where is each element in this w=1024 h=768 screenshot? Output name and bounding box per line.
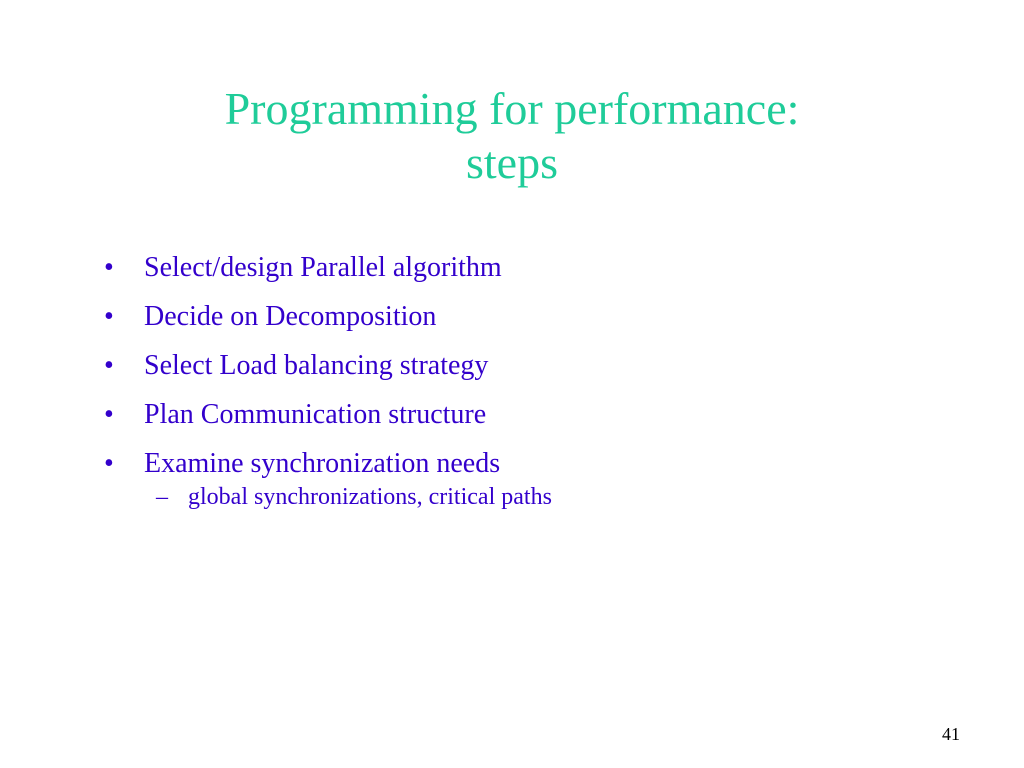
slide-title <box>0 82 1024 190</box>
bullet-icon: • <box>104 301 114 332</box>
bullet-icon: • <box>104 252 114 283</box>
slide-title-line-1: Programming for performance: <box>224 83 800 134</box>
bullet-icon: • <box>104 350 114 381</box>
bullet-item-1 <box>104 252 552 284</box>
bullet-icon: • <box>104 399 114 430</box>
bullet-list <box>104 252 552 511</box>
bullet-item-2 <box>104 301 552 333</box>
page-number: 41 <box>942 724 960 744</box>
bullet-text: Select Load balancing strategy <box>144 350 489 381</box>
bullet-item-4 <box>104 399 552 431</box>
sub-bullet-list <box>104 483 552 511</box>
sub-bullet-group <box>104 483 552 511</box>
bullet-text: Examine synchronization needs <box>144 448 501 479</box>
bullet-text: Plan Communication structure <box>144 399 487 430</box>
sub-bullet-text: global synchronizations, critical paths <box>188 484 552 510</box>
bullet-item-3 <box>104 350 552 382</box>
bullet-item-5 <box>104 448 552 480</box>
bullet-text: Decide on Decomposition <box>144 301 437 332</box>
bullet-icon: • <box>104 448 114 479</box>
slide-title-line-2: steps <box>466 137 558 188</box>
sub-bullet-item-1 <box>104 483 552 511</box>
bullet-text: Select/design Parallel algorithm <box>144 252 502 283</box>
dash-icon: – <box>156 484 168 510</box>
